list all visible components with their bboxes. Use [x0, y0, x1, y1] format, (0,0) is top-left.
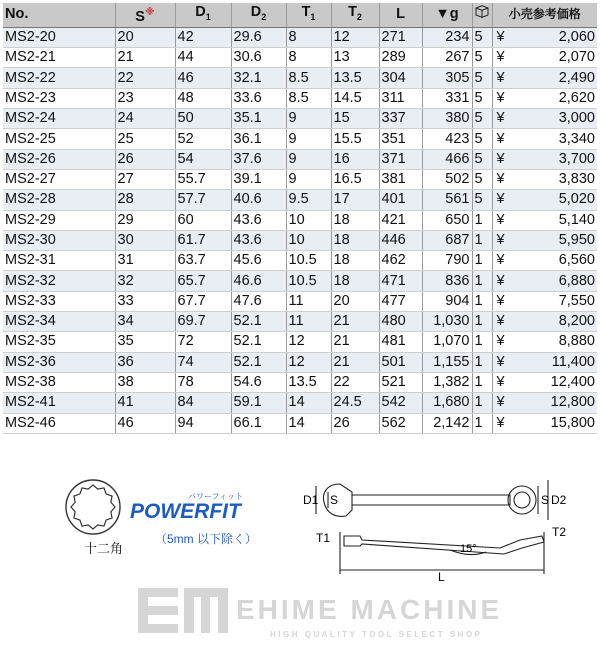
cell-no: MS2-21 [3, 48, 115, 68]
yen-sign: ¥ [496, 333, 505, 350]
cell-t1: 9.5 [286, 190, 331, 210]
cell-d1: 67.7 [175, 291, 231, 311]
cell-d2: 40.6 [231, 190, 286, 210]
cell-qty: 1 [472, 230, 492, 250]
cell-price [492, 129, 597, 149]
header-box-icon [472, 3, 492, 27]
cell-weight: 466 [422, 149, 472, 169]
cell-d1: 55.7 [175, 169, 231, 189]
cell-t1: 14 [286, 413, 331, 433]
cell-d1: 74 [175, 352, 231, 372]
cell-l: 421 [379, 210, 422, 230]
dim-l: L [438, 570, 445, 584]
ehime-machine-logo-mark [138, 588, 230, 634]
cell-weight: 836 [422, 271, 472, 291]
cell-d2: 30.6 [231, 48, 286, 68]
price-value: 5,020 [558, 191, 595, 208]
cell-no: MS2-28 [3, 190, 115, 210]
cell-t2: 18 [331, 251, 379, 271]
yen-sign: ¥ [496, 272, 505, 289]
cell-no: MS2-33 [3, 291, 115, 311]
cell-d1: 65.7 [175, 271, 231, 291]
twelve-point-icon [64, 478, 122, 536]
yen-sign: ¥ [496, 29, 505, 46]
table-row [3, 190, 597, 210]
header-no: No. [3, 3, 115, 27]
cell-no: MS2-25 [3, 129, 115, 149]
cell-l: 480 [379, 312, 422, 332]
dim-t2: T2 [552, 525, 567, 539]
cell-t2: 12 [331, 27, 379, 47]
cell-no: MS2-22 [3, 68, 115, 88]
cell-s: 36 [115, 352, 175, 372]
cell-price [492, 251, 597, 271]
cell-t2: 21 [331, 312, 379, 332]
cell-s: 30 [115, 230, 175, 250]
wrench-dimension-diagram [300, 470, 590, 585]
cell-t1: 14 [286, 393, 331, 413]
table-row [3, 352, 597, 372]
table-row [3, 129, 597, 149]
header-t2: $T_2$ [331, 3, 379, 27]
yen-sign: ¥ [496, 374, 505, 391]
cell-s: 26 [115, 149, 175, 169]
cell-t1: 10.5 [286, 251, 331, 271]
price-value: 12,800 [550, 394, 595, 411]
price-value: 3,700 [558, 150, 595, 167]
cell-d1: 63.7 [175, 251, 231, 271]
cell-d2: 37.6 [231, 149, 286, 169]
cell-d1: 60 [175, 210, 231, 230]
yen-sign: ¥ [496, 394, 505, 411]
header-d2: $D_2$ [231, 3, 286, 27]
cell-d2: 36.1 [231, 129, 286, 149]
cell-weight: 423 [422, 129, 472, 149]
header-d1: $D_1$ [175, 3, 231, 27]
price-value: 8,200 [558, 313, 595, 330]
cell-qty: 5 [472, 169, 492, 189]
cell-l: 446 [379, 230, 422, 250]
cell-no: MS2-30 [3, 230, 115, 250]
cell-d2: 43.6 [231, 230, 286, 250]
cell-qty: 5 [472, 129, 492, 149]
cell-weight: 790 [422, 251, 472, 271]
brand-name: EHIME MACHINE [236, 594, 503, 625]
table-row [3, 393, 597, 413]
cell-price [492, 190, 597, 210]
powerfit-note: （5mm 以下除く） [155, 532, 258, 546]
box-end-head [508, 486, 536, 514]
cell-d2: 45.6 [231, 251, 286, 271]
cell-l: 521 [379, 372, 422, 392]
cell-weight: 1,680 [422, 393, 472, 413]
cell-t1: 13.5 [286, 372, 331, 392]
cell-d1: 50 [175, 109, 231, 129]
cell-d2: 52.1 [231, 332, 286, 352]
cell-no: MS2-24 [3, 109, 115, 129]
wrench-shank-top [352, 495, 510, 505]
wrench-side-view [344, 536, 544, 554]
cell-d2: 66.1 [231, 413, 286, 433]
cell-qty: 1 [472, 352, 492, 372]
price-value: 2,060 [558, 29, 595, 46]
table-row [3, 210, 597, 230]
cell-price [492, 68, 597, 88]
cell-d2: 52.1 [231, 312, 286, 332]
cell-weight: 331 [422, 88, 472, 108]
price-value: 11,400 [551, 353, 595, 370]
table-row [3, 291, 597, 311]
cell-d2: 43.6 [231, 210, 286, 230]
cell-no: MS2-23 [3, 88, 115, 108]
yen-sign: ¥ [496, 211, 505, 228]
cell-no: MS2-20 [3, 27, 115, 47]
cell-price [492, 271, 597, 291]
table-row [3, 149, 597, 169]
cell-price [492, 413, 597, 433]
cell-weight: 380 [422, 109, 472, 129]
price-value: 15,800 [550, 414, 595, 431]
dim-s-right: S [541, 493, 550, 507]
price-value: 6,880 [558, 272, 595, 289]
powerfit-logo-text: POWERFIT [130, 500, 241, 523]
cell-qty: 5 [472, 68, 492, 88]
cell-price [492, 149, 597, 169]
cell-price [492, 169, 597, 189]
cell-l: 381 [379, 169, 422, 189]
cell-t1: 11 [286, 291, 331, 311]
cell-t2: 16.5 [331, 169, 379, 189]
cell-qty: 1 [472, 393, 492, 413]
cell-t1: 10.5 [286, 271, 331, 291]
cell-price [492, 332, 597, 352]
cell-t1: 10 [286, 210, 331, 230]
cell-qty: 5 [472, 149, 492, 169]
cell-l: 542 [379, 393, 422, 413]
cell-l: 304 [379, 68, 422, 88]
cell-no: MS2-36 [3, 352, 115, 372]
cell-qty: 5 [472, 88, 492, 108]
cell-qty: 1 [472, 291, 492, 311]
yen-sign: ¥ [496, 150, 505, 167]
table-row [3, 48, 597, 68]
cell-t2: 21 [331, 332, 379, 352]
cell-qty: 5 [472, 48, 492, 68]
cell-d1: 52 [175, 129, 231, 149]
cell-t1: 12 [286, 332, 331, 352]
twelve-point-label: 十二角 [84, 541, 124, 556]
yen-sign: ¥ [496, 171, 505, 188]
header-weight: ▼g [422, 3, 472, 27]
cell-t1: 9 [286, 169, 331, 189]
yen-sign: ¥ [496, 69, 505, 86]
cell-qty: 1 [472, 372, 492, 392]
header-s: S※ [115, 3, 175, 27]
cell-d1: 61.7 [175, 230, 231, 250]
cell-d1: 57.7 [175, 190, 231, 210]
cell-weight: 305 [422, 68, 472, 88]
cell-t1: 9 [286, 109, 331, 129]
cell-t2: 21 [331, 352, 379, 372]
yen-sign: ¥ [496, 292, 505, 309]
cell-qty: 1 [472, 251, 492, 271]
cell-weight: 2,142 [422, 413, 472, 433]
cell-no: MS2-38 [3, 372, 115, 392]
cell-price [492, 393, 597, 413]
cell-l: 271 [379, 27, 422, 47]
price-value: 2,490 [558, 69, 595, 86]
cell-weight: 650 [422, 210, 472, 230]
header-price: 小売参考価格 [492, 3, 597, 27]
cell-no: MS2-29 [3, 210, 115, 230]
cell-d1: 94 [175, 413, 231, 433]
price-value: 3,340 [558, 130, 595, 147]
yen-sign: ¥ [496, 313, 505, 330]
cell-t2: 15 [331, 109, 379, 129]
powerfit-katakana: パワーフィット [188, 492, 243, 501]
table-row [3, 169, 597, 189]
cell-l: 371 [379, 149, 422, 169]
cell-d2: 29.6 [231, 27, 286, 47]
table-row [3, 230, 597, 250]
cell-s: 46 [115, 413, 175, 433]
cell-qty: 1 [472, 271, 492, 291]
cell-s: 20 [115, 27, 175, 47]
price-value: 5,950 [558, 232, 595, 248]
spec-table [3, 3, 597, 434]
cell-t2: 13 [331, 48, 379, 68]
price-value: 2,620 [558, 89, 595, 106]
yen-sign: ¥ [496, 232, 505, 248]
dim-angle: 15° [460, 543, 477, 555]
cell-d1: 46 [175, 68, 231, 88]
table-row [3, 332, 597, 352]
cell-d2: 47.6 [231, 291, 286, 311]
cell-t2: 14.5 [331, 88, 379, 108]
yen-sign: ¥ [496, 110, 505, 127]
cell-d1: 54 [175, 149, 231, 169]
cell-no: MS2-34 [3, 312, 115, 332]
cell-d2: 46.6 [231, 271, 286, 291]
cell-s: 33 [115, 291, 175, 311]
cell-price [492, 109, 597, 129]
cell-s: 38 [115, 372, 175, 392]
price-value: 8,880 [558, 333, 595, 350]
cell-t2: 15.5 [331, 129, 379, 149]
cell-price [492, 230, 597, 250]
header-l: L [379, 3, 422, 27]
cell-t1: 8.5 [286, 88, 331, 108]
cell-s: 34 [115, 312, 175, 332]
yen-sign: ¥ [496, 252, 505, 269]
cell-qty: 1 [472, 210, 492, 230]
cell-d1: 44 [175, 48, 231, 68]
dim-t1: T1 [316, 531, 331, 545]
cell-price [492, 312, 597, 332]
cell-l: 351 [379, 129, 422, 149]
cell-d1: 84 [175, 393, 231, 413]
cell-t1: 8.5 [286, 68, 331, 88]
cell-price [492, 27, 597, 47]
cell-s: 22 [115, 68, 175, 88]
price-value: 3,830 [558, 171, 595, 188]
cell-s: 28 [115, 190, 175, 210]
cell-t2: 20 [331, 291, 379, 311]
cell-s: 41 [115, 393, 175, 413]
cell-weight: 1,030 [422, 312, 472, 332]
cell-no: MS2-35 [3, 332, 115, 352]
table-row [3, 27, 597, 47]
cell-d2: 35.1 [231, 109, 286, 129]
cell-d2: 59.1 [231, 393, 286, 413]
yen-sign: ¥ [496, 414, 505, 431]
cell-d1: 48 [175, 88, 231, 108]
cell-qty: 1 [472, 413, 492, 433]
cell-t2: 18 [331, 210, 379, 230]
cell-t2: 13.5 [331, 68, 379, 88]
cell-d2: 39.1 [231, 169, 286, 189]
table-row [3, 372, 597, 392]
cell-s: 27 [115, 169, 175, 189]
cell-t1: 8 [286, 48, 331, 68]
cell-l: 462 [379, 251, 422, 271]
cell-no: MS2-32 [3, 271, 115, 291]
cell-t2: 24.5 [331, 393, 379, 413]
table-row [3, 271, 597, 291]
cell-weight: 502 [422, 169, 472, 189]
powerfit-logo [128, 488, 258, 528]
cell-weight: 687 [422, 230, 472, 250]
cell-weight: 904 [422, 291, 472, 311]
cell-no: MS2-46 [3, 413, 115, 433]
cell-no: MS2-26 [3, 149, 115, 169]
cell-d2: 32.1 [231, 68, 286, 88]
cell-qty: 1 [472, 332, 492, 352]
cell-price [492, 210, 597, 230]
cell-d1: 72 [175, 332, 231, 352]
yen-sign: ¥ [496, 89, 505, 106]
cell-weight: 267 [422, 48, 472, 68]
cell-l: 311 [379, 88, 422, 108]
cell-no: MS2-27 [3, 169, 115, 189]
dim-s-left: S [330, 493, 339, 507]
cell-weight: 234 [422, 27, 472, 47]
cell-s: 25 [115, 129, 175, 149]
cell-no: MS2-31 [3, 251, 115, 271]
cell-qty: 5 [472, 27, 492, 47]
cell-s: 35 [115, 332, 175, 352]
table-row [3, 312, 597, 332]
dim-d1: D1 [303, 493, 319, 507]
price-value: 5,140 [558, 211, 595, 228]
cell-t2: 18 [331, 271, 379, 291]
box-icon [475, 5, 489, 18]
cell-qty: 5 [472, 190, 492, 210]
cell-t2: 18 [331, 230, 379, 250]
cell-weight: 1,070 [422, 332, 472, 352]
cell-t2: 26 [331, 413, 379, 433]
cell-weight: 1,382 [422, 372, 472, 392]
table-row [3, 251, 597, 271]
cell-s: 21 [115, 48, 175, 68]
cell-t2: 17 [331, 190, 379, 210]
price-value: 7,550 [558, 292, 595, 309]
price-value: 3,000 [558, 110, 595, 127]
cell-l: 337 [379, 109, 422, 129]
cell-qty: 1 [472, 312, 492, 332]
header-row [3, 3, 597, 27]
cell-s: 31 [115, 251, 175, 271]
cell-l: 289 [379, 48, 422, 68]
cell-l: 401 [379, 190, 422, 210]
cell-t2: 22 [331, 372, 379, 392]
price-value: 2,070 [558, 49, 595, 66]
table-row [3, 88, 597, 108]
cell-price [492, 48, 597, 68]
bottom-section [0, 470, 600, 651]
cell-d1: 42 [175, 27, 231, 47]
cell-d1: 69.7 [175, 312, 231, 332]
table-row [3, 68, 597, 88]
box-end-hole [514, 492, 530, 508]
table-row [3, 109, 597, 129]
cell-l: 481 [379, 332, 422, 352]
cell-price [492, 372, 597, 392]
yen-sign: ¥ [496, 49, 505, 66]
cell-price [492, 352, 597, 372]
dim-d2: D2 [551, 493, 567, 507]
price-value: 12,400 [550, 374, 595, 391]
cell-t1: 9 [286, 129, 331, 149]
cell-d2: 52.1 [231, 352, 286, 372]
yen-sign: ¥ [496, 130, 505, 147]
cell-weight: 561 [422, 190, 472, 210]
cell-price [492, 88, 597, 108]
cell-s: 23 [115, 88, 175, 108]
cell-price [492, 291, 597, 311]
yen-sign: ¥ [496, 191, 505, 208]
cell-l: 562 [379, 413, 422, 433]
cell-d2: 33.6 [231, 88, 286, 108]
cell-s: 29 [115, 210, 175, 230]
cell-d1: 78 [175, 372, 231, 392]
price-value: 6,560 [558, 252, 595, 269]
table-row [3, 413, 597, 433]
cell-t1: 9 [286, 149, 331, 169]
cell-s: 24 [115, 109, 175, 129]
cell-l: 477 [379, 291, 422, 311]
cell-s: 32 [115, 271, 175, 291]
yen-sign: ¥ [496, 353, 505, 370]
cell-d2: 54.6 [231, 372, 286, 392]
cell-l: 501 [379, 352, 422, 372]
cell-t1: 12 [286, 352, 331, 372]
header-t1: $T_1$ [286, 3, 331, 27]
cell-t1: 8 [286, 27, 331, 47]
cell-weight: 1,155 [422, 352, 472, 372]
cell-l: 471 [379, 271, 422, 291]
cell-no: MS2-41 [3, 393, 115, 413]
cell-t2: 16 [331, 149, 379, 169]
brand-tagline: HIGH QUALITY TOOL SELECT SHOP [270, 630, 483, 639]
cell-qty: 5 [472, 109, 492, 129]
cell-t1: 10 [286, 230, 331, 250]
cell-t1: 11 [286, 312, 331, 332]
